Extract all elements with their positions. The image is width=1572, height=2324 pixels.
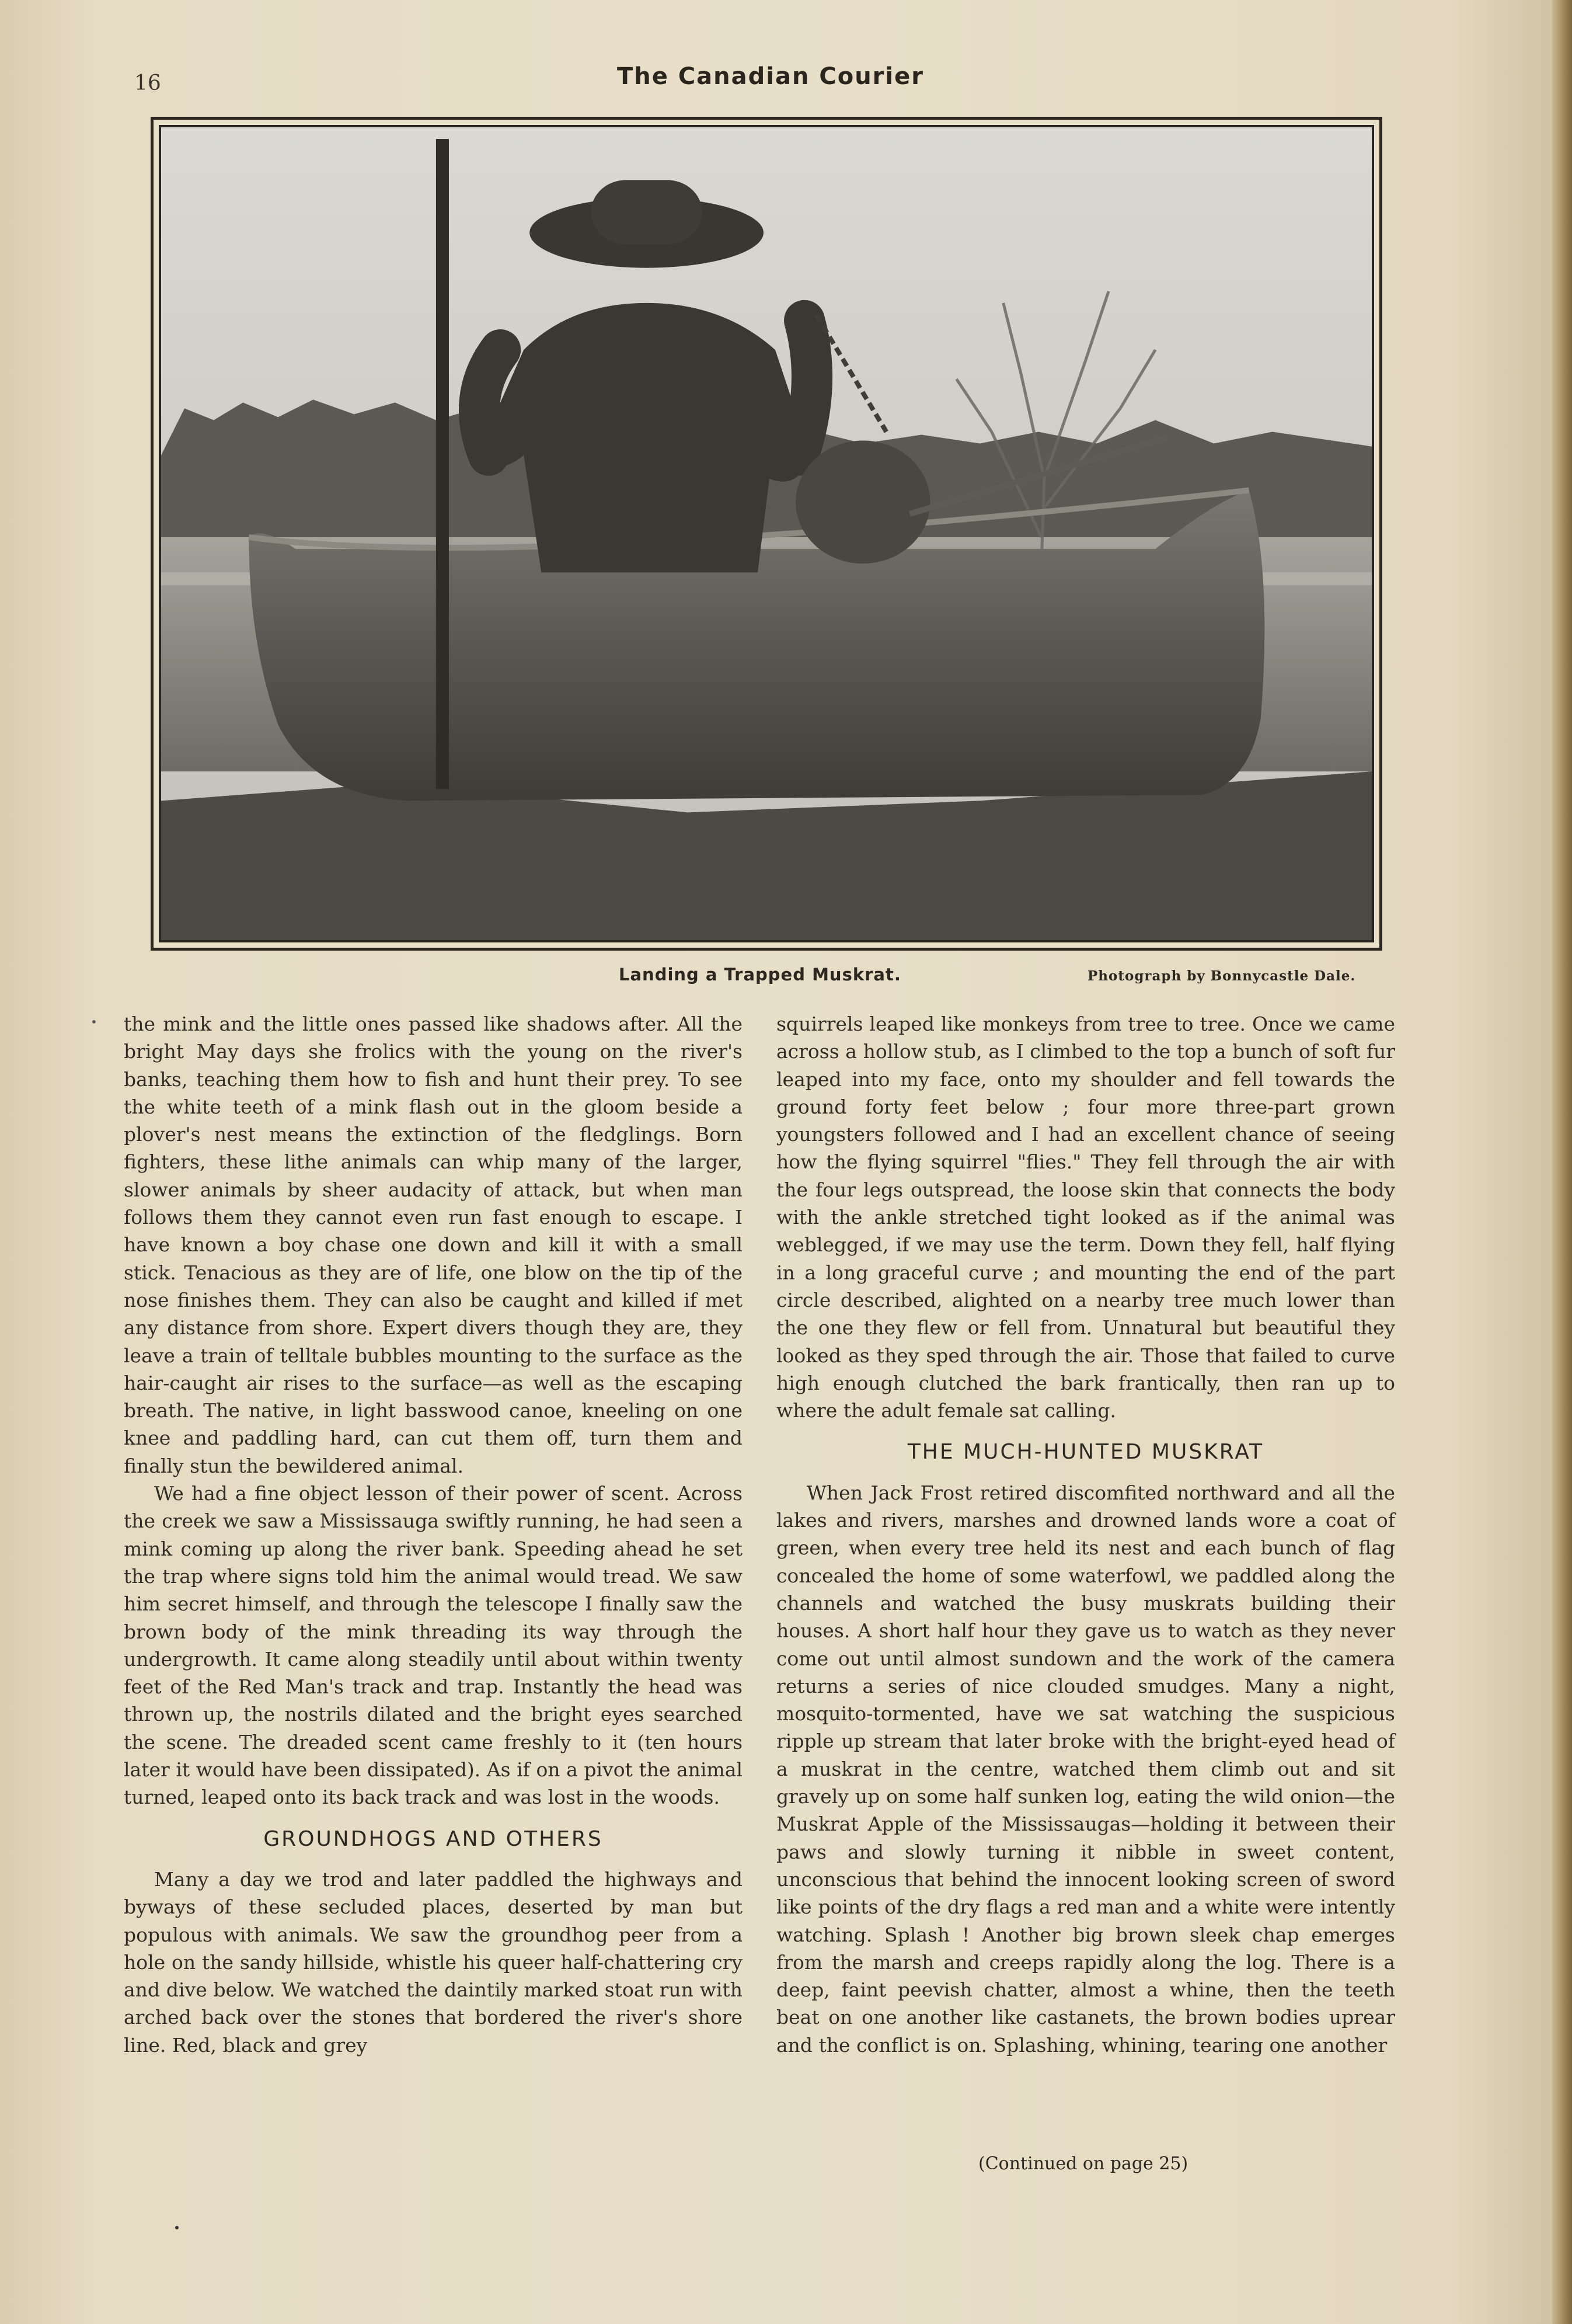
page-number: 16 <box>134 71 161 95</box>
paragraph-flying-squirrels: squirrels leaped like monkeys from tree to tree. Once we came across a hollow stub, as I climbed to the top a bunch of soft fur leaped into my face, onto my shoulder and fell towards the ground forty feet below ; four more three-part grown youngsters followed and I had an excellent chance of seeing how the flying squirrel "flies." They fell through the air with the four legs outspread, the loose skin that connects the body with the ankle stretched tight looked as if the animal was weblegged, if we may use the term. Down they fell, half flying in a long graceful curve ; and mounting the end of the part circle described, alighted on a nearby tree much lower than the one they flew or fell from. Unnatural but beautiful they looked as they sped through the air. Those that failed to curve high enough clutched the bark frantically, then ran up to where the adult female sat calling. <box>776 1013 1395 1422</box>
page-edge <box>1552 0 1572 2324</box>
article-column-left <box>124 1010 743 2059</box>
ink-speck <box>175 2226 179 2229</box>
section-heading-muskrat: THE MUCH-HUNTED MUSKRAT <box>907 1440 1264 1464</box>
continued-notice: (Continued on page 25) <box>978 2153 1188 2174</box>
photograph-muskrat-canoe <box>159 125 1374 942</box>
photo-illustration <box>161 127 1372 940</box>
paragraph-muskrat: When Jack Frost retired discomfited northward and all the lakes and rivers, marshes and drowned lands wore a coat of green, when every tree held its nest and each bunch of flag concealed the home of some waterfowl, we paddled along the channels and watched the busy muskrats building their houses. A short half hour they gave us to watch as they never come out until almost sundown and the work of the camera returns a series of nice clouded smudges. Many a night, mosquito-tormented, have we sat watching the suspicious ripple up stream that later broke with the bright-eyed head of a muskrat in the centre, watched them climb out and sit gravely up on some half sunken log, eating the wild onion—the Muskrat Apple of the Mississaugas—holding it between their paws and slowly turning it nibble in sweet content, unconscious that behind the innocent looking screen of sword like points of the dry flags a red man and a white were intently watching. Splash ! Another big brown sleek chap emerges from the marsh and creeps rapidly along the log. There is a deep, faint peevish chatter, almost a whine, then the teeth beat on one another like castanets, the brown bodies uprear and the conflict is on. Splashing, whining, tearing one another <box>776 1481 1395 2057</box>
margin-mark: • <box>90 1015 97 1029</box>
paragraph-groundhogs: Many a day we trod and later paddled the highways and byways of these secluded places, deserted by man but populous with animals. We saw the groundhog peer from a hole on the sandy hillside, whistle his queer half-chattering cry and dive below. We watched the daintily marked stoat run with arched back over the stones that bordered the river's shore line. Red, black and grey <box>124 1867 743 2057</box>
publication-title: The Canadian Courier <box>617 63 924 90</box>
photo-frame <box>151 117 1382 951</box>
section-heading-groundhogs: GROUNDHOGS AND OTHERS <box>263 1827 603 1851</box>
paragraph-scent-lesson: We had a fine object lesson of their power of scent. Across the creek we saw a Mississauga swiftly running, he had seen a mink coming up along the river bank. Speeding ahead he set the trap where signs told him the animal would tread. We saw him secret himself, and through the telescope I finally saw the brown body of the mink threading its way through the undergrowth. It came along steadily until about within twenty feet of the Red Man's track and trap. Instantly the head was thrown up, the nostrils dilated and the bright eyes searched the scene. The dreaded scent came freshly to it (ten hours later it would have been dissipated). As if on a pivot the animal turned, leaped onto its back track and was lost in the woods. <box>124 1482 743 1809</box>
photo-credit: Photograph by Bonnycastle Dale. <box>1087 968 1356 984</box>
photo-caption: Landing a Trapped Muskrat. <box>619 965 901 984</box>
article-column-right <box>776 1010 1395 2059</box>
paragraph-mink-continued: the mink and the little ones passed like shadows after. All the bright May days she frolics with the young on the river's banks, teaching them how to fish and hunt their prey. To see the white teeth of a mink flash out in the gloom beside a plover's nest means the extinction of the fledglings. Born fighters, these lithe animals can whip many of the larger, slower animals by sheer audacity of attack, but when man follows them they cannot even run fast enough to escape. I have known a boy chase one down and kill it with a small stick. Tenacious as they are of life, one blow on the tip of the nose finishes them. They can also be caught and killed if met any distance from shore. Expert divers though they are, they leave a train of telltale bubbles mounting to the surface as the hair-caught air rises to the surface—as well as the escaping breath. The native, in light basswood canoe, kneeling on one knee and paddling hard, can cut them off, turn them and finally stun the bewildered animal. <box>124 1013 743 1477</box>
